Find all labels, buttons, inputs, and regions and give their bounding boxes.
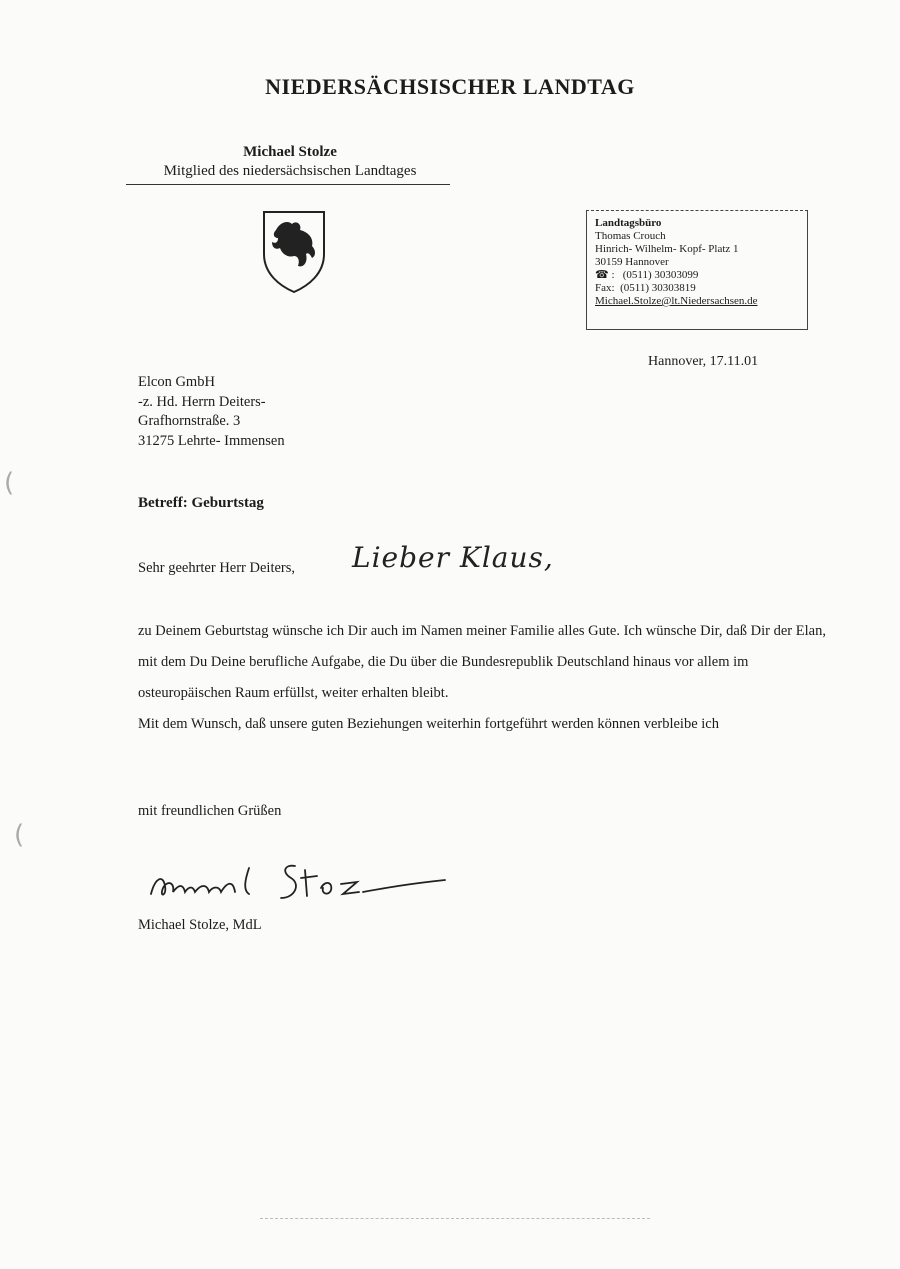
- recipient-city: 31275 Lehrte- Immensen: [138, 432, 285, 449]
- handwritten-greeting: Lieber Klaus,: [352, 541, 554, 574]
- sender-divider: [126, 184, 450, 185]
- saxon-horse-crest-icon: [258, 208, 330, 294]
- recipient-attention: -z. Hd. Herrn Deiters-: [138, 393, 266, 410]
- office-heading: Landtagsbüro: [595, 217, 662, 229]
- closing-line: mit freundlichen Grüßen: [138, 803, 282, 819]
- subject-line: Betreff: Geburtstag: [138, 495, 264, 511]
- signer-name: Michael Stolze, MdL: [138, 917, 262, 933]
- office-contact-box: [586, 210, 808, 330]
- body-paragraph-1: zu Deinem Geburtstag wünsche ich Dir auch im Namen meiner Familie alles Gute. Ich wünsche Dir, daß Dir der Elan, mit dem Du Deine berufliche Aufgabe, die Du über die Bundesrepublik Deutschland hinaus vor allem im osteuropäischen Raum erfüllst, weiter erhalten bleibt.: [138, 623, 826, 701]
- recipient-street: Grafhornstraße. 3: [138, 413, 241, 429]
- office-contact: Thomas Crouch: [595, 230, 666, 242]
- place-date: Hannover, 17.11.01: [648, 354, 759, 369]
- office-email: Michael.Stolze@lt.Niedersachsen.de: [595, 295, 758, 307]
- salutation: Sehr geehrter Herr Deiters,: [138, 560, 296, 576]
- recipient-address: [138, 373, 285, 451]
- handwritten-signature: [145, 858, 455, 908]
- phone-icon: ☎ :: [595, 269, 615, 281]
- office-fax: (0511) 30303819: [620, 282, 696, 294]
- office-phone-row: [595, 269, 807, 282]
- sender-name: Michael Stolze: [243, 144, 337, 160]
- office-phone: (0511) 30303099: [622, 269, 699, 281]
- office-city: 30159 Hannover: [595, 256, 669, 268]
- footer-rule: [260, 1218, 650, 1219]
- office-street: Hinrich- Wilhelm- Kopf- Platz 1: [595, 243, 739, 255]
- punch-hole-mark: (: [14, 820, 25, 850]
- office-fax-row: [595, 282, 807, 295]
- fax-label: Fax:: [595, 282, 615, 294]
- sender-role: Mitglied des niedersächsischen Landtages: [163, 163, 417, 179]
- letterhead-title: NIEDERSÄCHSISCHER LANDTAG: [265, 74, 635, 99]
- body-paragraph-2: Mit dem Wunsch, daß unsere guten Beziehungen weiterhin fortgeführt werden können verbleibe ich: [138, 716, 719, 732]
- recipient-company: Elcon GmbH: [138, 374, 215, 390]
- punch-hole-mark: (: [4, 468, 15, 498]
- letter-body: [138, 616, 828, 740]
